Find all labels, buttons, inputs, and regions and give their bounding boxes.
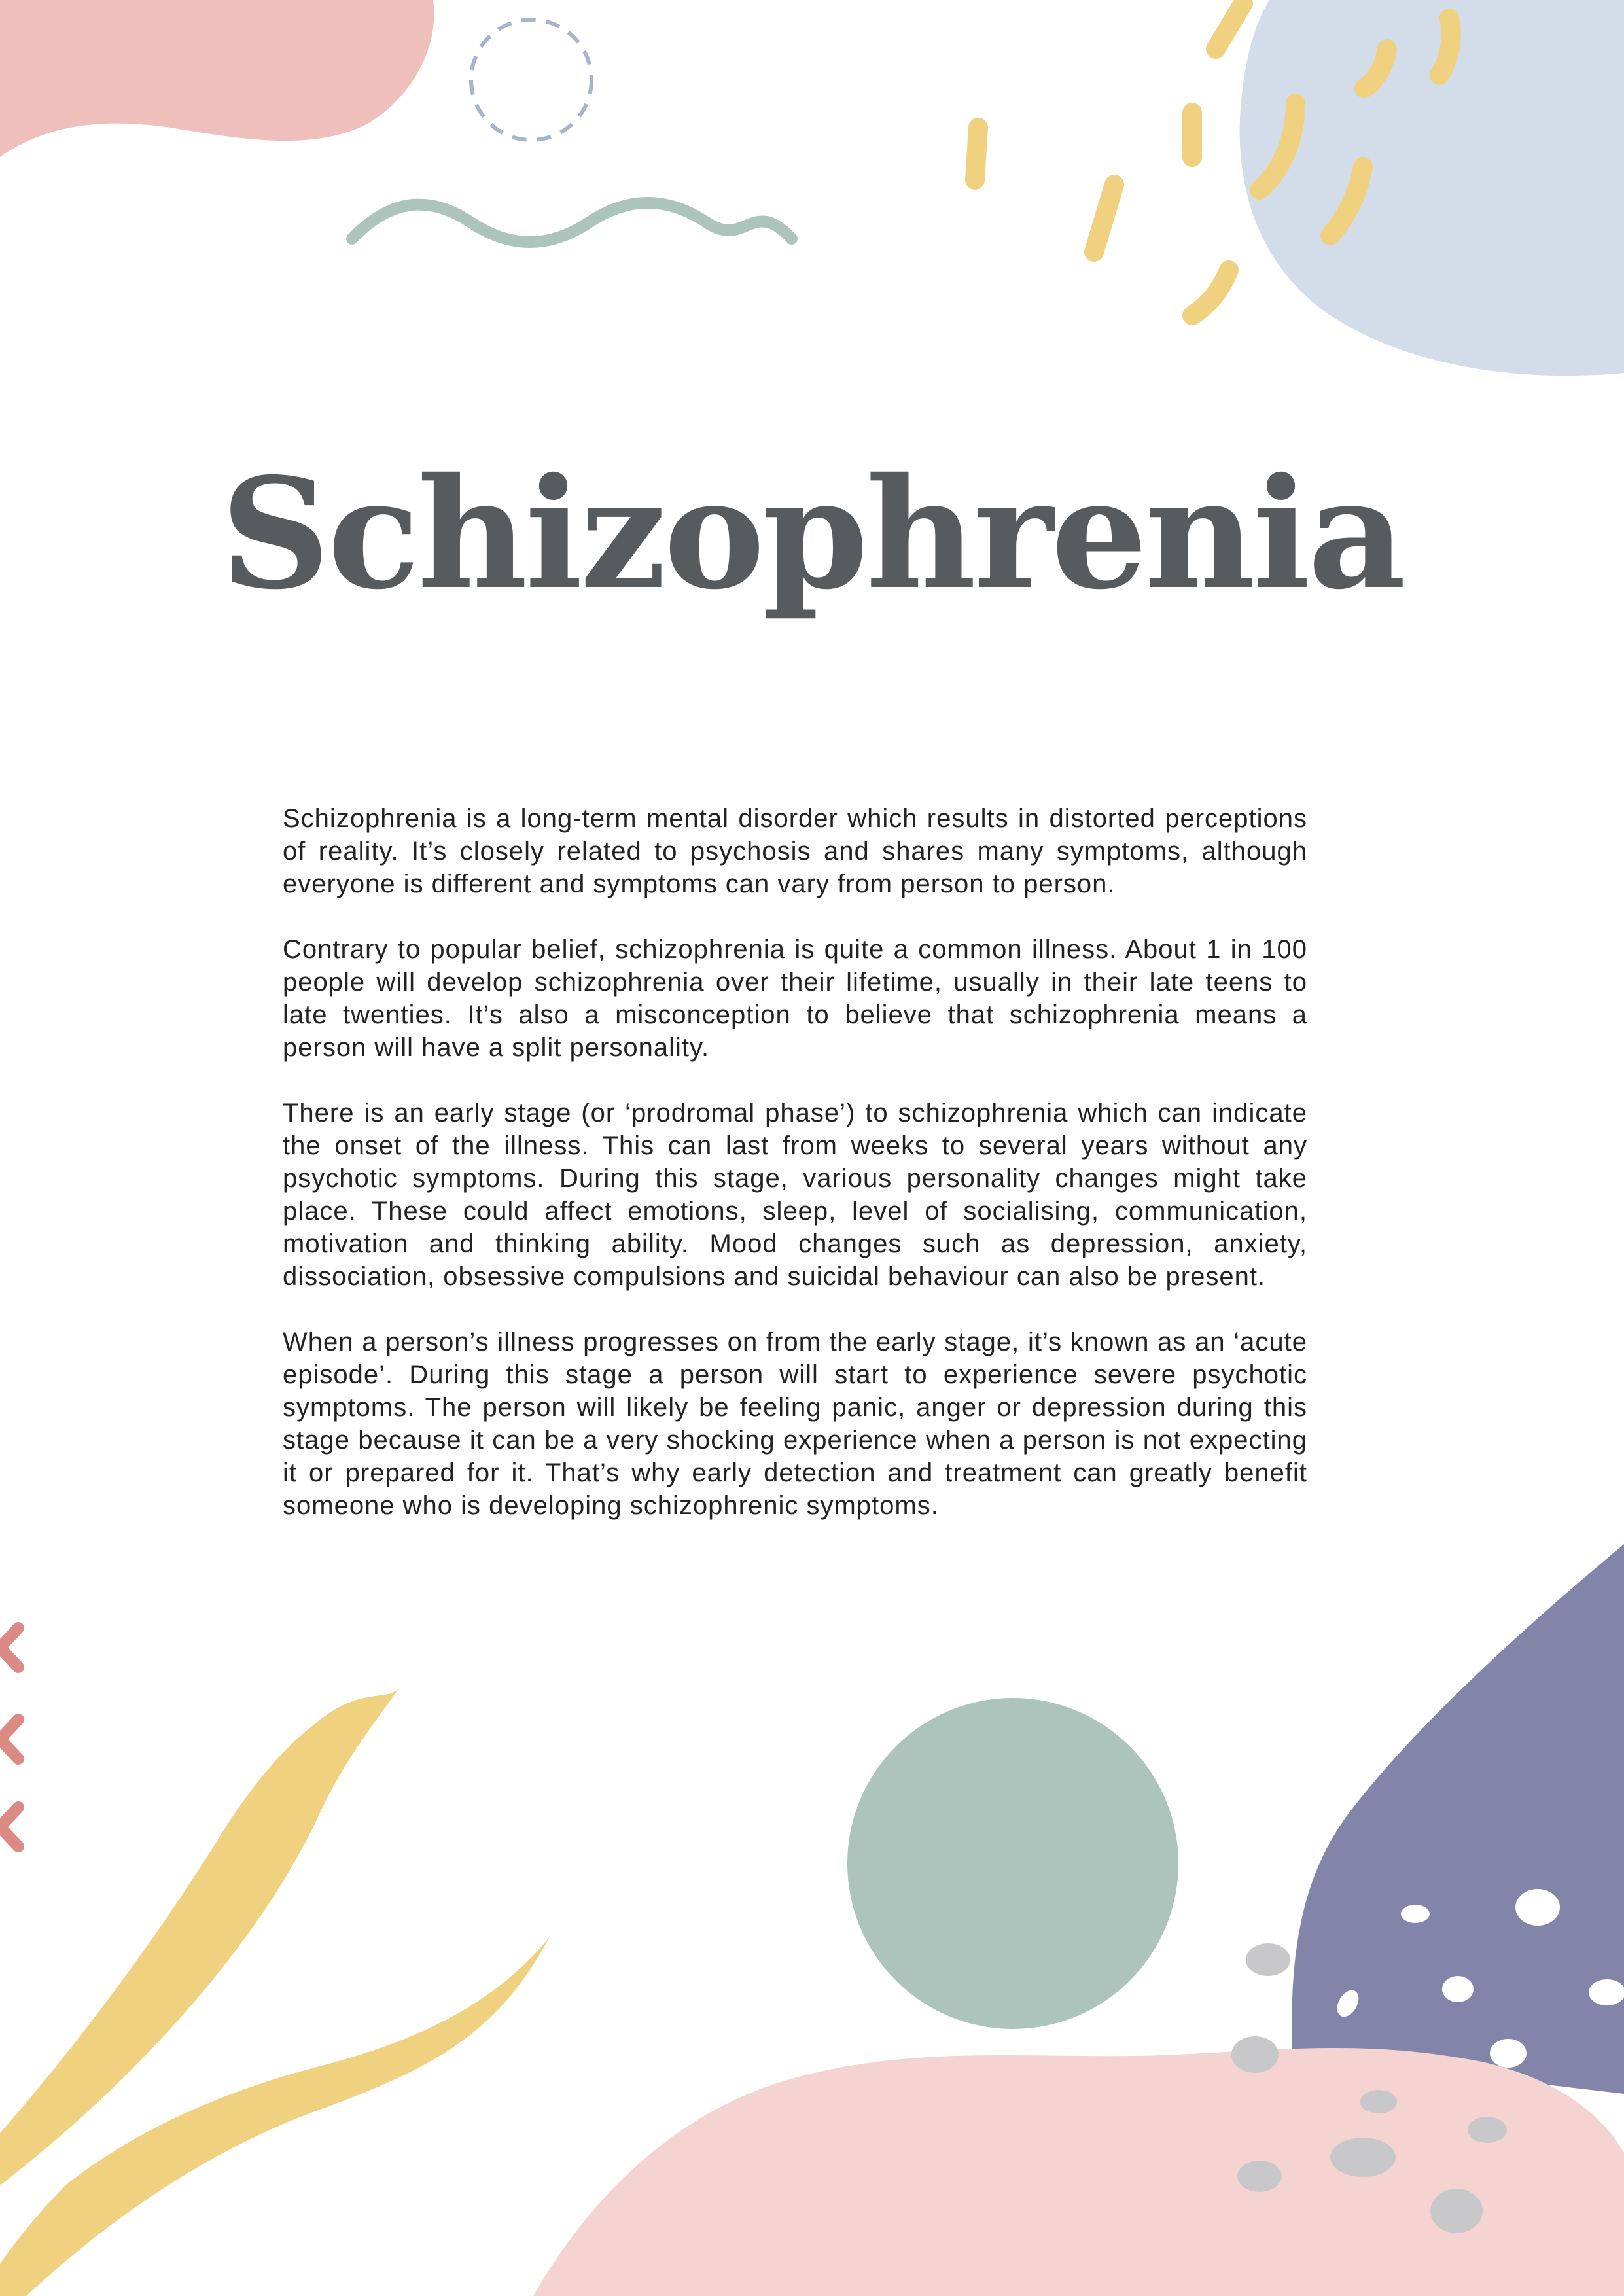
paragraph-prevalence: Contrary to popular belief, schizophrenia is quite a common illness. About 1 in 100 people will develop schizophrenia over their lifetime, usually in their late teens to late twenties. It’s also a misconception to believe that schizophrenia means a person will have a split personality.: [283, 935, 1307, 1062]
page-title: Schizophrenia: [221, 444, 1403, 623]
sage-wave-line: [352, 203, 792, 242]
paragraph-intro: Schizophrenia is a long-term mental disorder which results in distorted perceptions of reality. It’s closely related to psychosis and shares many symptoms, although everyone is different and symptoms can vary from person to person.: [283, 804, 1307, 898]
pink-blob-top-left: [0, 0, 434, 157]
dashed-circle-outline: [471, 20, 591, 140]
paragraph-acute-episode: When a person’s illness progresses on from the early stage, it’s known as an ‘acute episode’. During this stage a person will start to experience severe psychotic symptoms. The person will likely be feeling panic, anger or depression during this stage because it can be a very shocking experience when a person is not expecting it or prepared for it. That’s why early detection and treatment can greatly benefit someone who is developing schizophrenic symptoms.: [283, 1328, 1307, 1520]
pink-chevrons: [0, 1628, 18, 1846]
light-pink-blob-bottom: [533, 2048, 1624, 2296]
paragraph-early-stage: There is an early stage (or ‘prodromal phase’) to schizophrenia which can indicate the onset of the illness. This can last from weeks to several years without any psychotic symptoms. During this stage, various personality changes might take place. These could affect emotions, sleep, level of socialising, communication, motivation and thinking ability. Mood changes such as depression, anxiety, dissociation, obsessive compulsions and suicidal behaviour can also be present.: [283, 1099, 1307, 1291]
article-body: [283, 802, 1307, 1555]
yellow-swoosh-lower: [0, 1937, 550, 2296]
blue-blob-top-right: [1240, 0, 1624, 376]
sage-circle: [847, 1698, 1178, 2029]
